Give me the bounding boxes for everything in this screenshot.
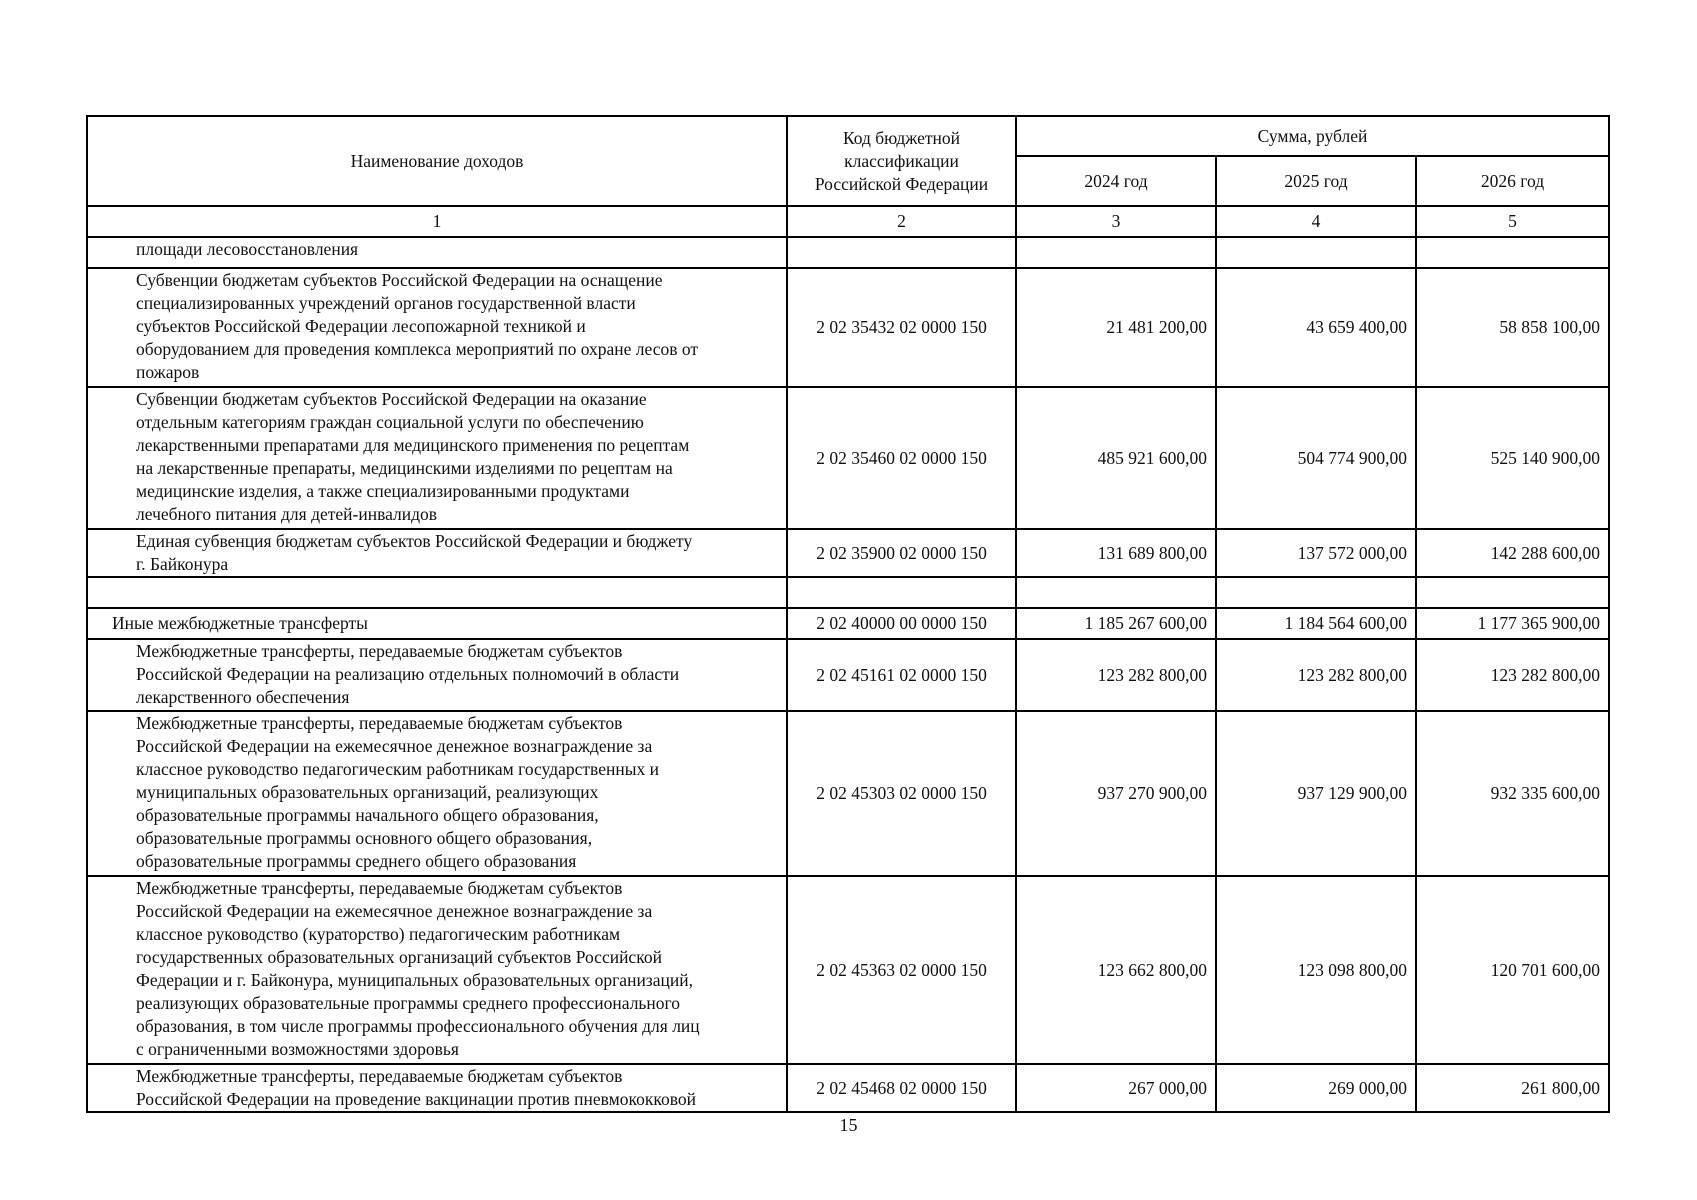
budget-code-cell [787,237,1016,268]
budget-code-cell: 2 02 45161 02 0000 150 [787,639,1016,711]
page-number: 15 [839,1115,858,1135]
amount-2025-cell: 123 282 800,00 [1216,639,1416,711]
header-name-label: Наименование доходов [350,150,524,171]
amount-2024-cell: 937 270 900,00 [1016,711,1216,876]
header-year-2026: 2026 год [1416,156,1609,206]
table-row [87,1064,1609,1112]
income-name-line: Российской Федерации на проведение вакцинации против пневмококковой [136,1089,696,1109]
income-name-cell [87,1064,787,1112]
income-name-cell [87,639,787,711]
header-code-line: Российской Федерации [814,173,989,194]
income-name-line: Межбюджетные трансферты, передаваемые бюджетам субъектов [136,713,623,733]
column-number: 1 [87,206,787,237]
budget-code-cell [787,577,1016,608]
amount-2025-cell: 504 774 900,00 [1216,387,1416,529]
amount-2024-cell: 485 921 600,00 [1016,387,1216,529]
income-name-line: Российской Федерации на ежемесячное денежное вознаграждение за [136,736,653,756]
income-name-line: с ограниченными возможностями здоровья [136,1039,459,1059]
column-number: 4 [1216,206,1416,237]
income-name-line: Межбюджетные трансферты, передаваемые бюджетам субъектов [136,878,623,898]
amount-2024-cell: 131 689 800,00 [1016,529,1216,577]
income-name-line: оборудованием для проведения комплекса мероприятий по охране лесов от [136,339,699,359]
table-row [87,529,1609,577]
income-name-line: пожаров [136,362,200,382]
income-name-line: г. Байконура [136,554,229,574]
income-name-line: медицинские изделия, а также специализированными продуктами [136,481,630,501]
income-name-line: Российской Федерации на ежемесячное денежное вознаграждение за [136,901,653,921]
income-name-line: субъектов Российской Федерации лесопожарной техникой и [136,316,586,336]
header-code-cell [787,116,1016,206]
budget-code-cell: 2 02 45468 02 0000 150 [787,1064,1016,1112]
income-name-line [136,578,784,601]
income-name-line: Единая субвенция бюджетам субъектов Российской Федерации и бюджету [136,531,693,551]
income-name-cell [87,577,787,608]
budget-code-cell: 2 02 35900 02 0000 150 [787,529,1016,577]
income-name-line: образования, в том числе программы профессионального обучения для лиц [136,1016,700,1036]
budget-code-cell: 2 02 45363 02 0000 150 [787,876,1016,1064]
amount-2025-cell: 1 184 564 600,00 [1216,608,1416,639]
table-row [87,639,1609,711]
amount-2026-cell: 58 858 100,00 [1416,268,1609,387]
amount-2025-cell [1216,237,1416,268]
revenue-table [86,115,1610,1113]
income-name-line: Межбюджетные трансферты, передаваемые бюджетам субъектов [136,1066,623,1086]
income-name-line: на лекарственные препараты, медицинскими изделиями по рецептам на [136,458,673,478]
table-row [87,268,1609,387]
income-name-cell [87,608,787,639]
income-name-line: образовательные программы среднего общего образования [136,851,577,871]
amount-2026-cell: 1 177 365 900,00 [1416,608,1609,639]
income-name-line: Федерации и г. Байконура, муниципальных образовательных организаций, [136,970,693,990]
income-name-line: муниципальных образовательных организаций, реализующих [136,782,599,802]
income-name-cell [87,529,787,577]
column-number: 2 [787,206,1016,237]
header-year-2025: 2025 год [1216,156,1416,206]
budget-code-cell: 2 02 45303 02 0000 150 [787,711,1016,876]
amount-2025-cell: 43 659 400,00 [1216,268,1416,387]
table-row [87,876,1609,1064]
amount-2024-cell: 1 185 267 600,00 [1016,608,1216,639]
income-name-line: классное руководство педагогическим работникам государственных и [136,759,659,779]
table-body [87,237,1609,1112]
income-name-line: лекарственными препаратами для медицинского применения по рецептам [136,435,690,455]
income-name-line: Иные межбюджетные трансферты [112,613,368,633]
income-name-line: отдельным категориям граждан социальной услуги по обеспечению [136,412,644,432]
amount-2026-cell: 120 701 600,00 [1416,876,1609,1064]
amount-2026-cell: 123 282 800,00 [1416,639,1609,711]
amount-2025-cell: 269 000,00 [1216,1064,1416,1112]
amount-2026-cell [1416,237,1609,268]
income-name-line: Российской Федерации на реализацию отдельных полномочий в области [136,664,680,684]
header-name-cell [87,116,787,206]
header-code-line: Код бюджетной [842,127,961,148]
column-number: 3 [1016,206,1216,237]
income-name-cell [87,237,787,268]
income-name-cell [87,711,787,876]
amount-2026-cell: 525 140 900,00 [1416,387,1609,529]
amount-2025-cell: 123 098 800,00 [1216,876,1416,1064]
amount-2024-cell: 123 282 800,00 [1016,639,1216,711]
income-name-line: классное руководство (кураторство) педагогическим работникам [136,924,621,944]
budget-code-cell: 2 02 40000 00 0000 150 [787,608,1016,639]
income-name-line: Субвенции бюджетам субъектов Российской Федерации на оснащение [136,270,663,290]
amount-2026-cell: 142 288 600,00 [1416,529,1609,577]
amount-2024-cell [1016,577,1216,608]
income-name-cell [87,387,787,529]
amount-2026-cell: 261 800,00 [1416,1064,1609,1112]
amount-2025-cell [1216,577,1416,608]
amount-2024-cell: 267 000,00 [1016,1064,1216,1112]
table-row [87,237,1609,268]
table-row [87,608,1609,639]
column-number: 5 [1416,206,1609,237]
income-name-line: площади лесовосстановления [136,239,359,259]
table-row [87,577,1609,608]
income-name-cell [87,876,787,1064]
header-code-line: классификации [844,150,959,171]
income-name-line: государственных образовательных организаций субъектов Российской [136,947,662,967]
header-sum-cell [1016,116,1609,156]
amount-2025-cell: 137 572 000,00 [1216,529,1416,577]
income-name-line: специализированных учреждений органов государственной власти [136,293,636,313]
budget-code-cell: 2 02 35460 02 0000 150 [787,387,1016,529]
budget-code-cell: 2 02 35432 02 0000 150 [787,268,1016,387]
income-name-cell [87,268,787,387]
amount-2024-cell: 21 481 200,00 [1016,268,1216,387]
income-name-line: образовательные программы начального общего образования, [136,805,599,825]
income-name-line: Субвенции бюджетам субъектов Российской Федерации на оказание [136,389,647,409]
income-name-line: лекарственного обеспечения [136,687,350,707]
amount-2024-cell: 123 662 800,00 [1016,876,1216,1064]
amount-2025-cell: 937 129 900,00 [1216,711,1416,876]
income-name-line: лечебного питания для детей-инвалидов [136,504,438,524]
income-name-line: образовательные программы основного общего образования, [136,828,593,848]
header-sum-label: Сумма, рублей [1257,125,1368,146]
income-name-line: реализующих образовательные программы среднего профессионального [136,993,681,1013]
amount-2024-cell [1016,237,1216,268]
income-name-line: Межбюджетные трансферты, передаваемые бюджетам субъектов [136,641,623,661]
amount-2026-cell: 932 335 600,00 [1416,711,1609,876]
header-year-2024: 2024 год [1016,156,1216,206]
table-row [87,711,1609,876]
amount-2026-cell [1416,577,1609,608]
table-row [87,387,1609,529]
